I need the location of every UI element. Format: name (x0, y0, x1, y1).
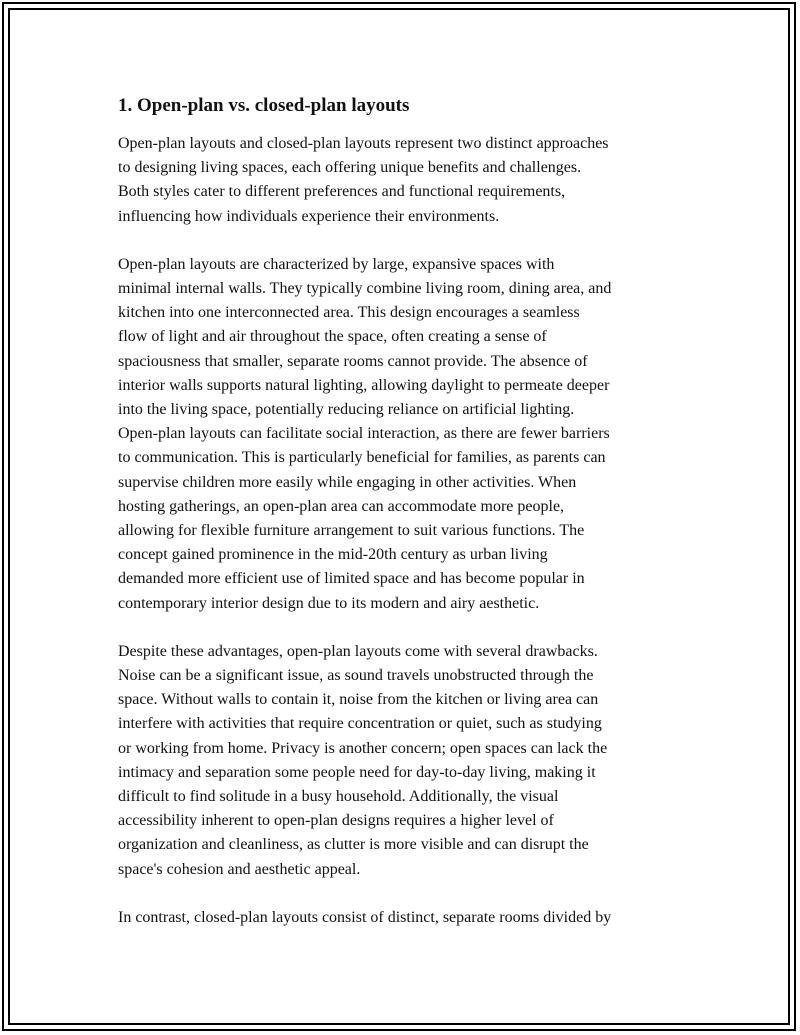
text-line: kitchen into one interconnected area. This design encourages a seamless (118, 304, 580, 322)
text-line: In contrast, closed-plan layouts consist of distinct, separate rooms divided by (118, 908, 612, 926)
document-page (118, 92, 688, 954)
text-line: Open-plan layouts and closed-plan layouts represent two distinct approaches (118, 135, 609, 152)
text-line: Noise can be a significant issue, as sound travels unobstructed through the (118, 667, 594, 685)
text-line: concept gained prominence in the mid-20th century as urban living (118, 546, 548, 564)
text-line: Open-plan layouts are characterized by large, expansive spaces with (118, 255, 555, 273)
text-line: difficult to find solitude in a busy household. Additionally, the visual (118, 788, 559, 806)
text-line: minimal internal walls. They typically combine living room, dining area, and (118, 280, 612, 298)
text-line: or working from home. Privacy is another concern; open spaces can lack the (118, 739, 608, 757)
text-line: intimacy and separation some people need for day-to-day living, making it (118, 763, 596, 781)
paragraph (118, 132, 688, 229)
text-line: accessibility inherent to open-plan designs requires a higher level of (118, 812, 554, 830)
text-line: to communication. This is particularly beneficial for families, as parents can (118, 449, 606, 467)
text-line: contemporary interior design due to its modern and airy aesthetic. (118, 594, 540, 612)
text-line: space. Without walls to contain it, noise from the kitchen or living area can (118, 691, 599, 709)
text-line: Open-plan layouts can facilitate social interaction, as there are fewer barriers (118, 425, 610, 443)
text-line: interfere with activities that require concentration or quiet, such as studying (118, 715, 602, 733)
document-body (118, 132, 688, 930)
paragraph (118, 253, 688, 616)
text-line: influencing how individuals experience their environments. (118, 207, 500, 225)
text-line: organization and cleanliness, as clutter is more visible and can disrupt the (118, 836, 589, 854)
text-line: demanded more efficient use of limited space and has become popular in (118, 570, 585, 588)
text-line: to designing living spaces, each offering unique benefits and challenges. (118, 159, 582, 177)
text-line: into the living space, potentially reducing reliance on artificial lighting. (118, 401, 575, 419)
text-line: Despite these advantages, open-plan layouts come with several drawbacks. (118, 642, 598, 660)
text-line: space's cohesion and aesthetic appeal. (118, 860, 361, 878)
paragraph (118, 906, 688, 930)
section-heading: 1. Open-plan vs. closed-plan layouts (118, 95, 410, 116)
text-line: hosting gatherings, an open-plan area can accommodate more people, (118, 497, 565, 515)
text-line: supervise children more easily while engaging in other activities. When (118, 473, 577, 491)
text-line: allowing for flexible furniture arrangement to suit various functions. The (118, 522, 585, 540)
paragraph (118, 640, 688, 882)
text-line: spaciousness that smaller, separate rooms cannot provide. The absence of (118, 352, 588, 370)
text-line: flow of light and air throughout the space, often creating a sense of (118, 328, 547, 346)
text-line: Both styles cater to different preferences and functional requirements, (118, 183, 566, 201)
text-line: interior walls supports natural lighting, allowing daylight to permeate deeper (118, 376, 610, 394)
